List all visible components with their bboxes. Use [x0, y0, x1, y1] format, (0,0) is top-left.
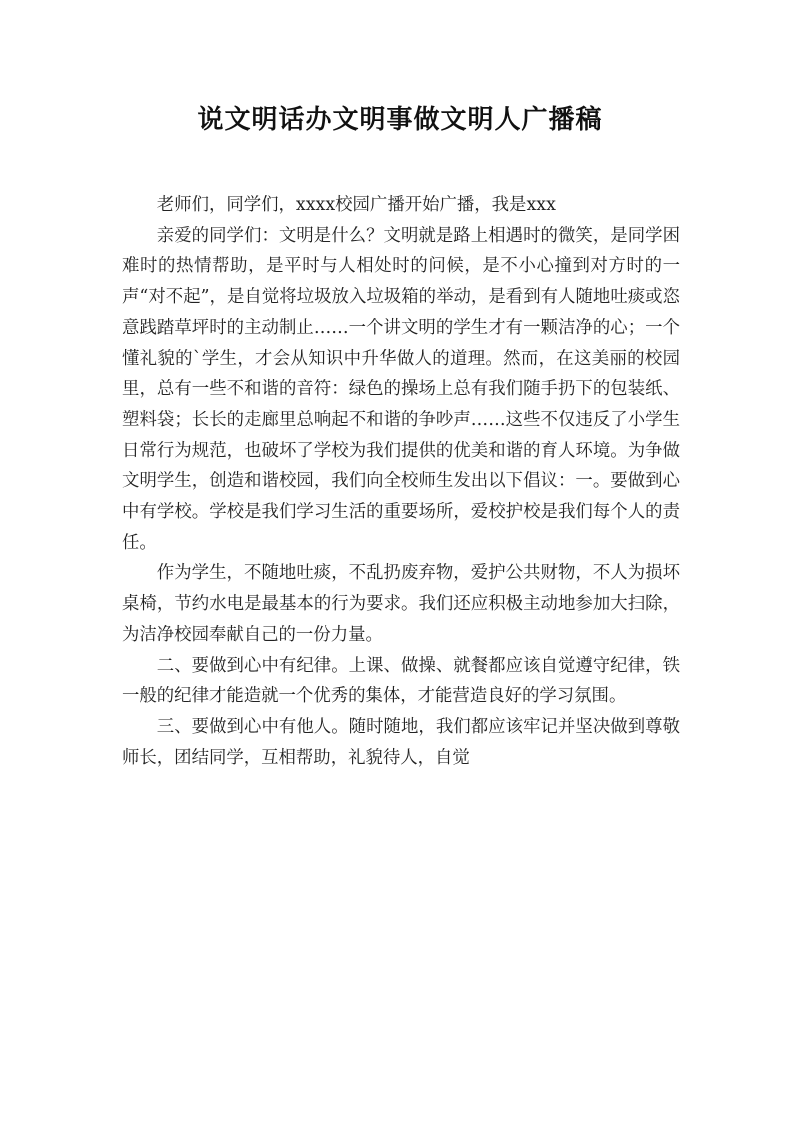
- paragraph: 亲爱的同学们：文明是什么？文明就是路上相遇时的微笑，是同学困难时的热情帮助，是平时与人相处时的问候，是不小心撞到对方时的一声“对不起”，是自觉将垃圾放入垃圾箱的举动，是看到有人随地吐痰或恣意践踏草坪时的主动制止……一个讲文明的学生才有一颗洁净的心；一个懂礼貌的`学生，才会从知识中升华做人的道理。然而，在这美丽的校园里，总有一些不和谐的音符：绿色的操场上总有我们随手扔下的包装纸、塑料袋；长长的走廊里总响起不和谐的争吵声……这些不仅违反了小学生日常行为规范，也破坏了学校为我们提供的优美和谐的育人环境。为争做文明学生，创造和谐校园，我们向全校师生发出以下倡议：一。要做到心中有学校。学校是我们学习生活的重要场所，爱校护校是我们每个人的责任。: [122, 225, 680, 553]
- document-title: 说文明话办文明事做文明人广播稿: [197, 105, 603, 135]
- paragraph: 老师们，同学们，xxxx校园广播开始广播，我是xxx: [156, 195, 556, 215]
- paragraph: 作为学生，不随地吐痰，不乱扔废弃物，爱护公共财物，不人为损坏桌椅，节约水电是最基本的行为要求。我们还应积极主动地参加大扫除，为洁净校园奉献自己的一份力量。: [122, 563, 680, 645]
- paragraph: 三、要做到心中有他人。随时随地，我们都应该牢记并坚决做到尊敬师长，团结同学，互相帮助，礼貌待人，自觉: [122, 716, 680, 768]
- paragraph: 二、要做到心中有纪律。上课、做操、就餐都应该自觉遵守纪律，铁一般的纪律才能造就一个优秀的集体，才能营造良好的学习氛围。: [122, 655, 680, 707]
- document-body: [122, 190, 680, 773]
